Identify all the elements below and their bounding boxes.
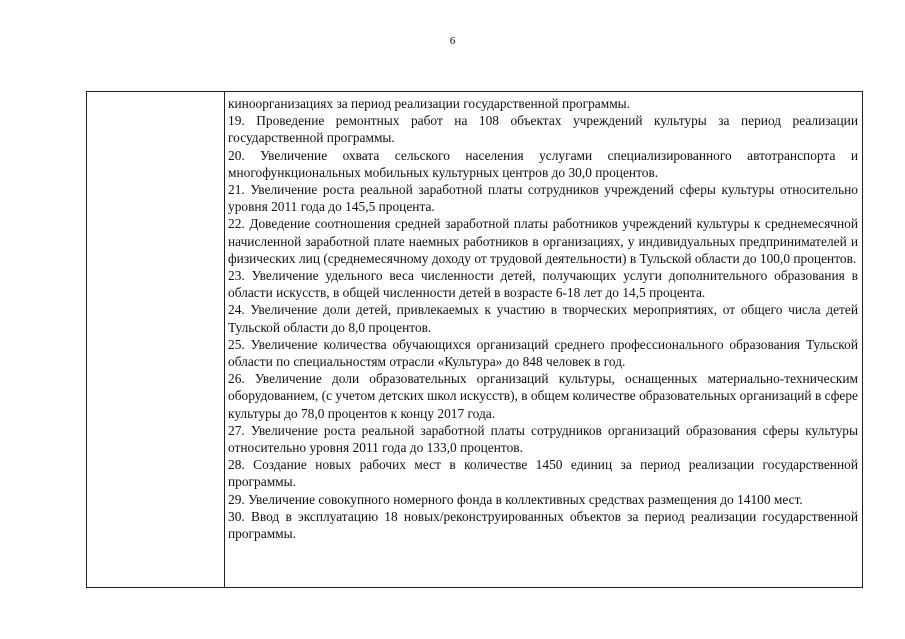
table-paragraph: 29. Увеличение совокупного номерного фонда в коллективных средствах размещения до 14100 мест.: [228, 491, 803, 507]
table-paragraph: 24. Увеличение доли детей, привлекаемых к участию в творческих мероприятиях, от общего числа детей Тульской области до 8,0 процентов.: [228, 302, 858, 335]
table-paragraph: 19. Проведение ремонтных работ на 108 объектах учреждений культуры за период реализации государственной программы.: [228, 113, 858, 146]
table-paragraph: 26. Увеличение доли образовательных организаций культуры, оснащенных материально-техническим оборудованием, (с учетом детских школ искусств), в общем количестве образовательных организаций в сфере культуры до 78,0 процентов к концу 2017 года.: [228, 371, 858, 421]
table-paragraph: 27. Увеличение роста реальной заработной платы сотрудников организаций образования сферы культуры относительно уровня 2011 года до 133,0 процентов.: [228, 422, 858, 456]
table-paragraph: 28. Создание новых рабочих мест в количестве 1450 единиц за период реализации государственной программы.: [228, 457, 858, 490]
table-paragraph: 30. Ввод в эксплуатацию 18 новых/реконструированных объектов за период реализации государственной программы.: [228, 508, 858, 542]
table-right-cell: [228, 95, 858, 542]
page-number: 6: [449, 35, 456, 47]
table-paragraph: кинoорганизациях за период реализации государственной программы.: [228, 96, 631, 111]
table-paragraph: 25. Увеличение количества обучающихся организаций среднего профессионального образования Тульской области по специальностям отрасли «Культура» до 848 человек в год.: [228, 336, 858, 370]
table-paragraph: 23. Увеличение удельного веса численности детей, получающих услуги дополнительного образования в области искусств, в общей численности детей в возрасте 6-18 лет до 14,5 процента.: [228, 268, 858, 301]
table-paragraph: 22. Доведение соотношения средней заработной платы работников учреждений культуры к среднемесячной начисленной заработной плате наемных работников в организациях, у индивидуальных предпринимателей и физических лиц (среднемесячному доходу от трудовой деятельности) в Тульской области до 100,0 процентов.: [228, 216, 858, 266]
table-paragraph: 21. Увеличение роста реальной заработной платы сотрудников учреждений сферы культуры относительно уровня 2011 года до 145,5 процента.: [228, 182, 858, 215]
indicators-table: [86, 91, 863, 588]
table-paragraph: 20. Увеличение охвата сельского населения услугами специализированного автотранспорта и многофункциональных мобильных культурных центров до 30,0 процентов.: [228, 147, 858, 180]
table-left-cell: [87, 92, 225, 587]
